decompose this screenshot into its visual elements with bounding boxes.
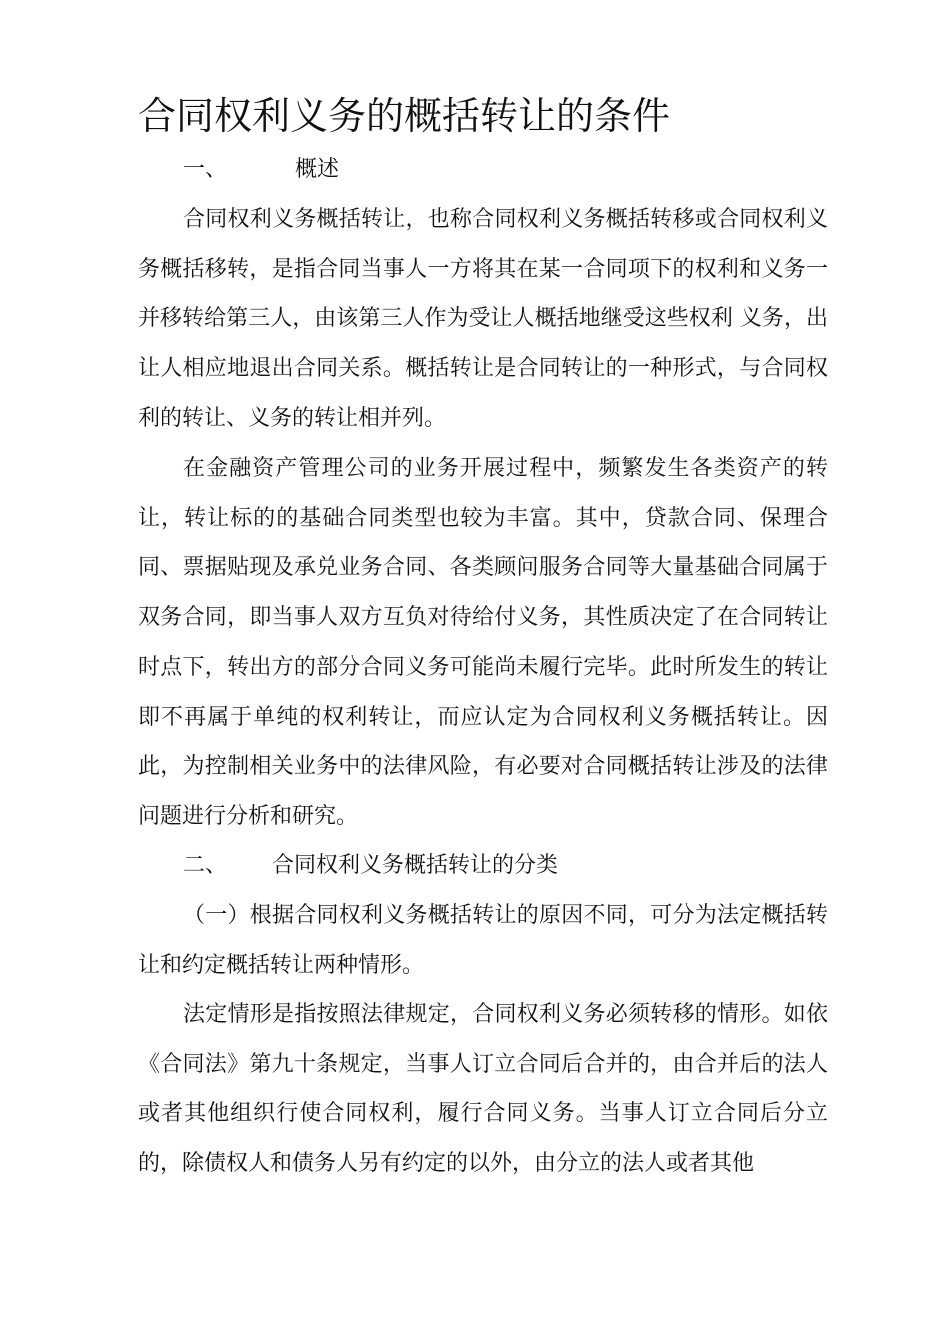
section-number: 二、 (183, 853, 228, 878)
paragraph: 法定情形是指按照法律规定，合同权利义务必须转移的情形。如依《合同法》第九十条规定，当事人订立合同后合并的，由合并后的法人或者其他组织行使合同权利，履行合同义务。当事人订立合同后分立的，除债权人和债务人另有约定的以外，由分立的法人或者其他 (138, 1002, 828, 1177)
paragraph: 合同权利义务概括转让，也称合同权利义务概括转移或合同权利义务概括移转，是指合同当事人一方将其在某一合同项下的权利和义务一并移转给第三人，由该第三人作为受让人概括地继受这些权利 义务，出让人相应地退出合同关系。概括转让是合同转让的一种形式，与合同权利的转让、义务的转让相并列。 (138, 207, 828, 431)
section-heading-text: 合同权利义务概括转让的分类 (272, 853, 559, 878)
section-number: 一、 (183, 157, 228, 182)
document-title: 合同权利义务的概括转让的条件 (138, 94, 671, 138)
paragraph: （一）根据合同权利义务概括转让的原因不同，可分为法定概括转让和约定概括转让两种情形。 (138, 903, 828, 978)
paragraph: 在金融资产管理公司的业务开展过程中，频繁发生各类资产的转让，转让标的的基础合同类型也较为丰富。其中，贷款合同、保理合同、票据贴现及承兑业务合同、各类顾问服务合同等大量基础合同属于双务合同，即当事人双方互负对待给付义务，其性质决定了在合同转让时点下，转出方的部分合同义务可能尚未履行完毕。此时所发生的转让即不再属于单纯的权利转让，而应认定为合同权利义务概括转让。因此，为控制相关业务中的法律风险，有必要对合同概括转让涉及的法律问题进行分析和研究。 (138, 456, 828, 829)
section-heading-text: 概述 (295, 157, 340, 182)
section-heading-2 (183, 851, 683, 881)
section-heading-1 (183, 155, 483, 185)
